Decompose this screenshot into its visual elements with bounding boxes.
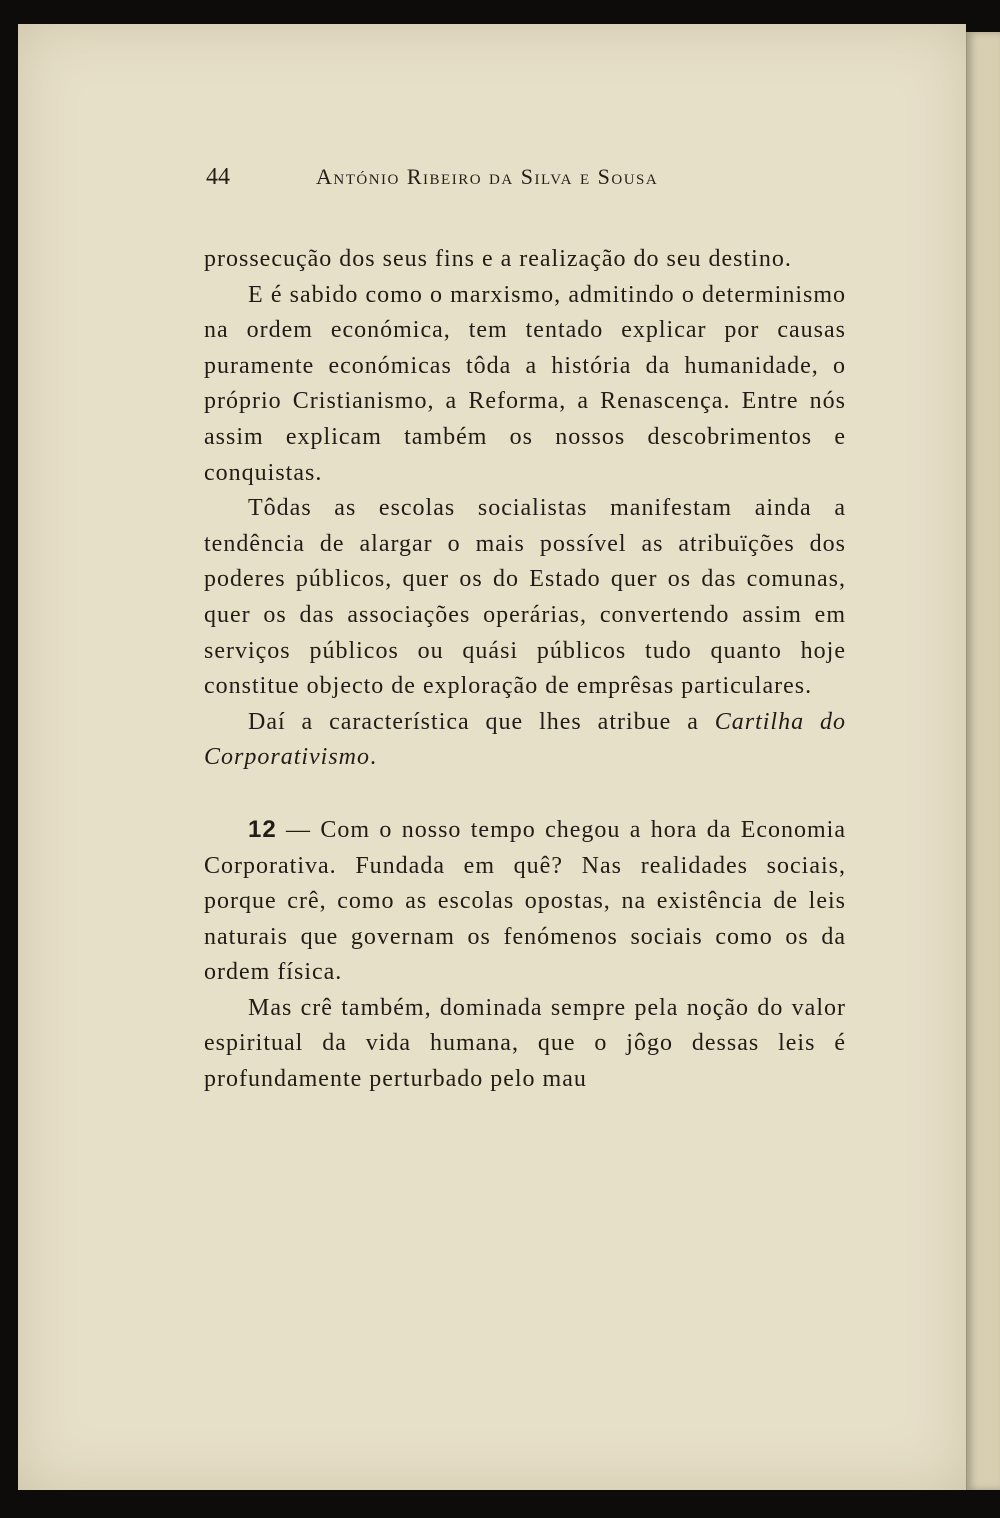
paragraph: [204, 705, 846, 776]
paragraph-text: Daí a característica que lhes atribue a: [248, 708, 715, 735]
paragraph-text: prossecução dos seus fins e a realização do seu destino.: [204, 246, 792, 272]
running-head: António Ribeiro da Silva e Sousa: [316, 164, 659, 189]
paragraph: [204, 278, 846, 492]
paragraph-text: .: [370, 744, 378, 771]
book-title: Cartilha do Corporativismo: [204, 708, 846, 771]
page-header: [186, 164, 746, 198]
paragraph: [204, 491, 846, 705]
paragraph: [204, 991, 846, 1098]
paragraph-text: — Com o nosso tempo chegou a hora da Economia Corporativa. Fundada em quê? Nas realidades sociais, porque crê, como as escolas opostas, na existência de leis naturais que governam os fenómenos sociais como os da ordem física.: [204, 816, 846, 986]
paragraph: [204, 242, 846, 278]
page-number: 44: [206, 164, 230, 190]
body-text: [204, 242, 846, 1098]
next-page-edge: [966, 32, 1000, 1490]
section-paragraph: [204, 812, 846, 991]
section-number: 12: [248, 815, 277, 843]
paragraph-text: Mas crê também, dominada sempre pela noção do valor espiritual da vida humana, que o jôgo dessas leis é profundamente perturbado pelo mau: [204, 994, 846, 1093]
paragraph-text: E é sabido como o marxismo, admitindo o determinismo na ordem económica, tem tentado explicar por causas puramente económicas tôda a história da humanidade, o próprio Cristianismo, a Reforma, a Renascença. Entre nós assim explicam também os nossos descobrimentos e conquistas.: [204, 281, 846, 486]
paragraph-text: Tôdas as escolas socialistas manifestam ainda a tendência de alargar o mais possível as atribuïções dos poderes públicos, quer os do Estado quer os das comunas, quer os das associações operárias, convertendo assim em serviços públicos ou quási públicos tudo quanto hoje constitue objecto de exploração de emprêsas particulares.: [204, 495, 846, 700]
